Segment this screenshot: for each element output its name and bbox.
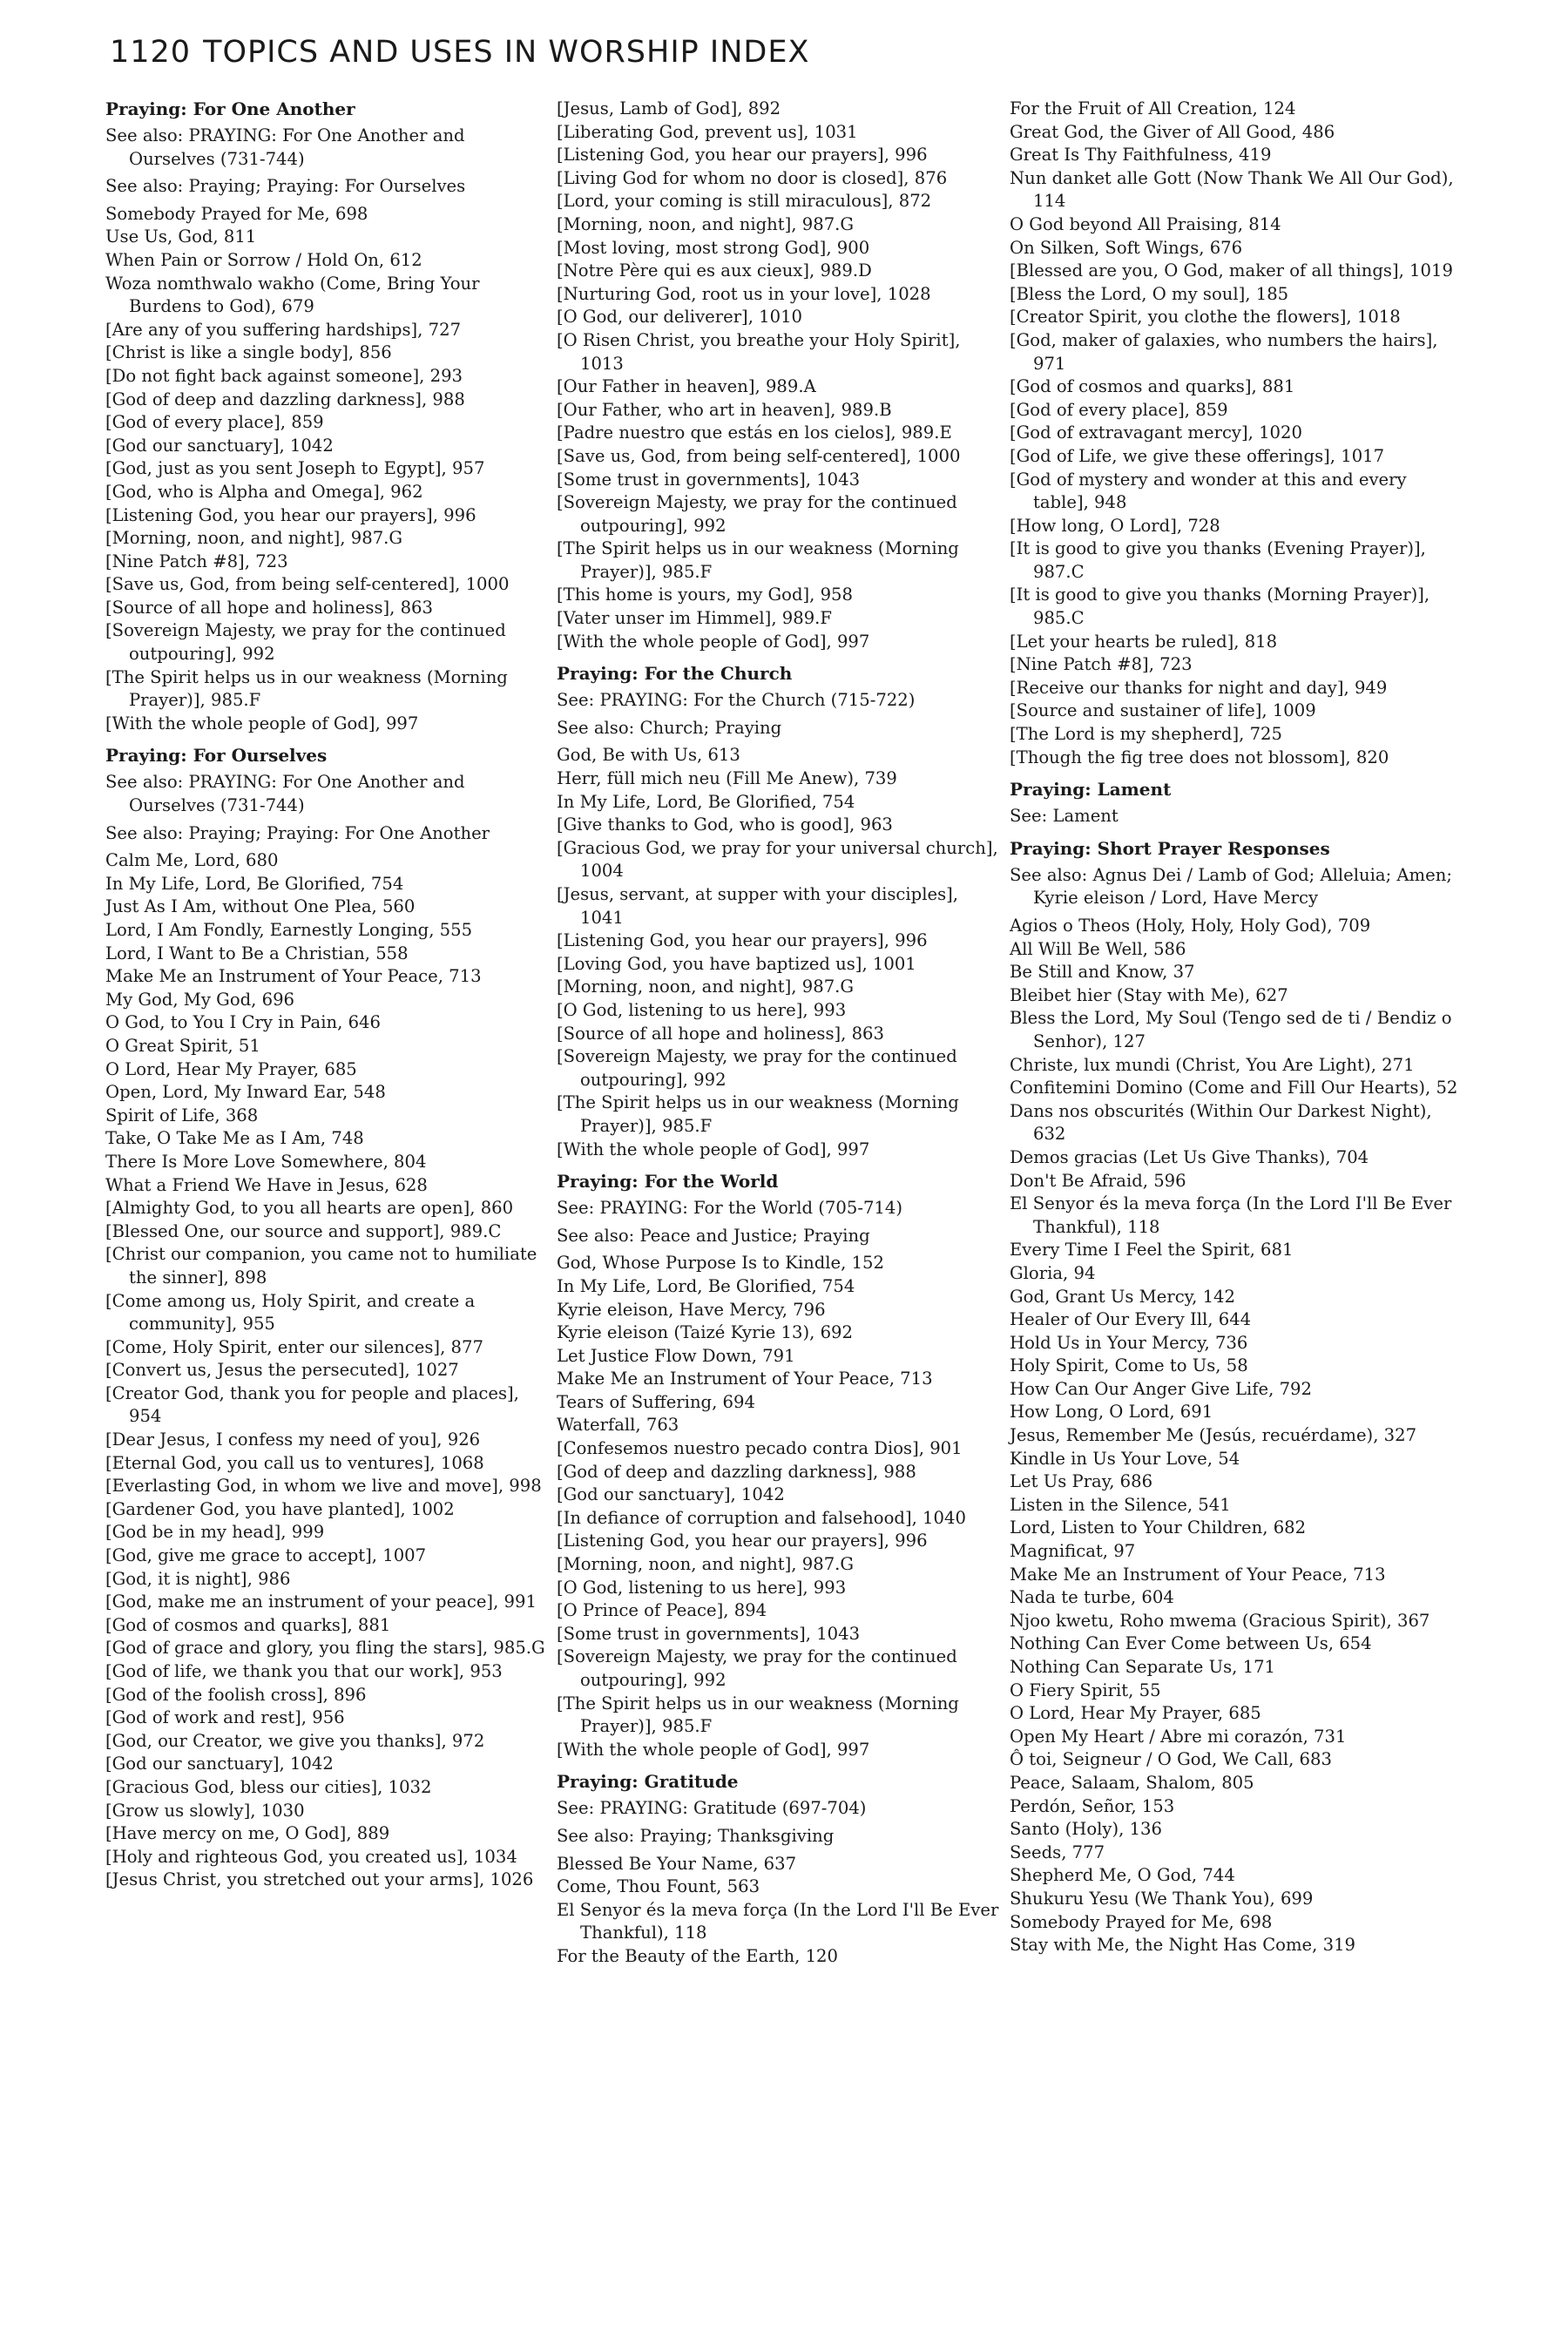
index-entry: [Listening God, you hear our prayers], 996 [105,504,476,525]
index-entry: [Morning, noon, and night], 987.G [557,977,855,997]
index-entry: [Though the fig tree does not blossom], 820 [1010,747,1389,767]
index-entry: [God of every place], 859 [1010,399,1228,420]
index-entry: [Source and sustainer of life], 1009 [1010,700,1316,721]
index-entry: O Great Spirit, 51 [105,1035,260,1056]
index-entry: Take, O Take Me as I Am, 748 [105,1128,364,1149]
index-entry: [Nine Patch #8], 723 [105,551,288,571]
index-entry: Every Time I Feel the Spirit, 681 [1010,1240,1294,1260]
index-entry: Let Us Pray, 686 [1010,1471,1153,1492]
index-entry: Open My Heart / Abre mi corazón, 731 [1010,1726,1347,1747]
index-entry: On Silken, Soft Wings, 676 [1010,237,1243,258]
index-entry: [Jesus, servant, at supper with your disciples], 1041 [557,884,959,928]
index-entry: [God of extravagant mercy], 1020 [1010,422,1302,443]
index-entry: O God, to You I Cry in Pain, 646 [105,1012,381,1033]
index-entry: [Creator God, thank you for people and places], 954 [105,1382,519,1427]
index-entry: [Our Father, who art in heaven], 989.B [557,399,892,420]
index-entry: [Morning, noon, and night], 987.G [557,1554,855,1575]
index-entry: O God beyond All Praising, 814 [1010,213,1281,234]
index-entry: [This home is yours, my God], 958 [557,585,853,605]
index-entry: How Long, O Lord, 691 [1010,1402,1213,1423]
index-section [1010,837,1458,1957]
index-entry: When Pain or Sorrow / Hold On, 612 [105,249,422,270]
index-entry: [Padre nuestro que estás en los cielos], 989.E [557,422,952,443]
see-also-reference: See also: PRAYING: For One Another and Ourselves (731-744) [105,125,465,169]
index-entry: Gloria, 94 [1010,1262,1096,1283]
see-also-reference: See also: Agnus Dei / Lamb of God; Alleluia; Amen; Kyrie eleison / Lord, Have Mercy [1010,864,1452,909]
section-heading: Praying: For One Another [105,98,355,119]
index-entry: [God of cosmos and quarks], 881 [1010,376,1295,397]
index-entry: [In defiance of corruption and falsehood], 1040 [557,1507,966,1528]
index-entry: What a Friend We Have in Jesus, 628 [105,1174,428,1195]
index-column-3 [1010,98,1458,1957]
index-entry: Be Still and Know, 37 [1010,962,1195,983]
index-entry: [Lord, your coming is still miraculous], 872 [557,191,932,212]
index-entry: [Christ is like a single body], 856 [105,342,392,363]
index-entry: [The Spirit helps us in our weakness (Morning Prayer)], 985.F [557,538,959,582]
index-entry: [Gracious God, bless our cities], 1032 [105,1776,432,1797]
index-entry: [Nurturing God, root us in your love], 1028 [557,283,931,304]
index-entry: [Save us, God, from being self-centered], 1000 [105,574,510,595]
index-entry: [How long, O Lord], 728 [1010,515,1220,536]
index-entry: Listen in the Silence, 541 [1010,1494,1231,1515]
index-entry: [Creator Spirit, you clothe the flowers], 1018 [1010,307,1401,328]
index-entry: Demos gracias (Let Us Give Thanks), 704 [1010,1146,1369,1167]
index-entry: [The Spirit helps us in our weakness (Morning Prayer)], 985.F [557,1092,959,1136]
index-entry: For the Fruit of All Creation, 124 [1010,98,1296,118]
index-column-1 [105,98,554,1892]
index-entry: Somebody Prayed for Me, 698 [1010,1911,1273,1932]
index-entry: [Source of all hope and holiness], 863 [557,1023,884,1044]
index-entry: [Blessed One, our source and support], 989.C [105,1220,502,1241]
index-entry: In My Life, Lord, Be Glorified, 754 [105,873,404,894]
index-entry: [The Spirit helps us in our weakness (Morning Prayer)], 985.F [557,1693,959,1737]
index-entry: Hold Us in Your Mercy, 736 [1010,1332,1248,1353]
index-section [105,98,554,735]
index-entry: Bleibet hier (Stay with Me), 627 [1010,984,1288,1005]
index-entry: My God, My God, 696 [105,989,295,1010]
index-entry: [Blessed are you, O God, maker of all things], 1019 [1010,260,1453,281]
index-entry: Tears of Suffering, 694 [557,1391,755,1412]
index-entry: [God our sanctuary], 1042 [105,1754,334,1774]
see-also-reference: See also: Church; Praying [557,717,782,738]
index-entry: [Sovereign Majesty, we pray for the continued outpouring], 992 [557,492,957,536]
index-entry: Confitemini Domino (Come and Fill Our Hearts), 52 [1010,1078,1458,1098]
section-heading: Praying: For the Church [557,663,793,685]
index-entry: [God, make me an instrument of your peace], 991 [105,1592,537,1612]
see-also-reference: See also: PRAYING: For One Another and Ourselves (731-744) [105,772,465,816]
index-entry: [Bless the Lord, O my soul], 185 [1010,283,1289,304]
index-entry: [God, just as you sent Joseph to Egypt], 957 [105,458,485,479]
index-entry: Nun danket alle Gott (Now Thank We All Our God), 114 [1010,167,1454,212]
index-entry: O Fiery Spirit, 55 [1010,1680,1161,1700]
index-entry: [Holy and righteous God, you created us], 1034 [105,1846,517,1867]
index-entry: In My Life, Lord, Be Glorified, 754 [557,791,855,812]
index-entry: [Vater unser im Himmel], 989.F [557,608,832,629]
index-entry: [With the whole people of God], 997 [105,713,419,733]
index-entry: Nada te turbe, 604 [1010,1587,1174,1608]
index-entry: [God of deep and dazzling darkness], 988 [557,1461,916,1482]
index-entry: [The Spirit helps us in our weakness (Morning Prayer)], 985.F [105,666,508,711]
index-entry: Nothing Can Separate Us, 171 [1010,1657,1276,1677]
index-entry: Seeds, 777 [1010,1842,1105,1862]
index-entry: Just As I Am, without One Plea, 560 [105,896,416,917]
see-also-reference: See also: Praying; Praying: For One Another [105,822,490,843]
index-entry: Christe, lux mundi (Christ, You Are Light), 271 [1010,1054,1415,1075]
index-entry: Peace, Salaam, Shalom, 805 [1010,1772,1254,1793]
index-entry: Kindle in Us Your Love, 54 [1010,1448,1240,1469]
index-entry: Open, Lord, My Inward Ear, 548 [105,1082,386,1103]
index-entry: [Give thanks to God, who is good], 963 [557,814,893,835]
index-entry: Ô toi, Seigneur / O God, We Call, 683 [1010,1749,1332,1770]
index-entry: Herr, füll mich neu (Fill Me Anew), 739 [557,768,897,789]
page-header [110,35,809,70]
index-entry: [O God, our deliverer], 1010 [557,307,803,328]
index-entry: [God of work and rest], 956 [105,1707,345,1728]
index-section [557,1170,1005,1761]
index-section [557,662,1005,1161]
index-entry: Spirit of Life, 368 [105,1105,259,1125]
index-entry: Make Me an Instrument of Your Peace, 713 [105,966,482,987]
index-entry: El Senyor és la meva força (In the Lord I'll Be Ever Thankful), 118 [557,1899,999,1943]
index-entry: [Nine Patch #8], 723 [1010,654,1193,675]
index-entry: [Some trust in governments], 1043 [557,1623,861,1644]
index-entry: Waterfall, 763 [557,1415,679,1436]
index-entry: [Liberating God, prevent us], 1031 [557,121,858,142]
index-entry: [Some trust in governments], 1043 [557,469,861,490]
index-section [1010,98,1458,769]
index-entry: [Receive our thanks for night and day], 949 [1010,677,1388,698]
index-entry: Kyrie eleison (Taizé Kyrie 13), 692 [557,1322,853,1343]
index-entry: [Eternal God, you call us to ventures], 1068 [105,1452,484,1473]
index-entry: Somebody Prayed for Me, 698 [105,203,368,224]
index-entry: [Have mercy on me, O God], 889 [105,1823,390,1844]
index-section [557,1770,1005,1968]
index-entry: [O God, listening to us here], 993 [557,1577,847,1598]
index-entry: Come, Thou Fount, 563 [557,1876,760,1897]
index-entry: [Jesus, Lamb of God], 892 [557,98,781,118]
index-entry: God, Grant Us Mercy, 142 [1010,1286,1235,1307]
index-entry: All Will Be Well, 586 [1010,938,1186,959]
index-entry: [Sovereign Majesty, we pray for the continued outpouring], 992 [557,1046,957,1090]
index-entry: [Most loving, most strong God], 900 [557,237,870,258]
index-entry: [With the whole people of God], 997 [557,1139,870,1159]
index-entry: [Jesus Christ, you stretched out your arms], 1026 [105,1869,534,1890]
index-entry: [With the whole people of God], 997 [557,631,870,652]
index-entry: [Save us, God, from being self-centered], 1000 [557,445,961,466]
index-entry: [God of grace and glory, you fling the stars], 985.G [105,1638,545,1659]
index-entry: Make Me an Instrument of Your Peace, 713 [557,1369,933,1389]
index-entry: [Notre Père qui es aux cieux], 989.D [557,260,872,281]
index-entry: [Sovereign Majesty, we pray for the continued outpouring], 992 [557,1646,957,1690]
index-entry: Kyrie eleison, Have Mercy, 796 [557,1299,826,1320]
index-entry: [God of every place], 859 [105,412,324,433]
index-entry: [Come, Holy Spirit, enter our silences], 877 [105,1336,483,1357]
index-entry: [Christ our companion, you came not to humiliate the sinner], 898 [105,1244,537,1288]
index-entry: El Senyor és la meva força (In the Lord I'll Be Ever Thankful), 118 [1010,1193,1452,1237]
index-entry: [Let your hearts be ruled], 818 [1010,631,1278,652]
see-also-reference: See: Lament [1010,806,1119,827]
index-entry: [God, give me grace to accept], 1007 [105,1545,427,1566]
section-heading: Praying: Gratitude [557,1771,739,1793]
index-entry: [Everlasting God, in whom we live and move], 998 [105,1476,542,1497]
index-entry: [Living God for whom no door is closed], 876 [557,167,948,188]
index-entry: [Our Father in heaven], 989.A [557,376,816,397]
index-entry: [Morning, noon, and night], 987.G [557,213,855,234]
index-entry: Don't Be Afraid, 596 [1010,1170,1186,1191]
index-entry: [God of the foolish cross], 896 [105,1684,367,1705]
index-section [1010,778,1458,828]
index-entry: For the Beauty of the Earth, 120 [557,1945,838,1966]
index-entry: [Gracious God, we pray for your universal church], 1004 [557,837,998,882]
index-entry: O Lord, Hear My Prayer, 685 [105,1058,357,1079]
index-entry: Lord, Listen to Your Children, 682 [1010,1517,1307,1538]
index-entry: [Listening God, you hear our prayers], 996 [557,145,928,166]
section-heading: Praying: For Ourselves [105,745,328,767]
index-entry: God, Whose Purpose Is to Kindle, 152 [557,1253,884,1274]
index-entry: Bless the Lord, My Soul (Tengo sed de ti / Bendiz o Senhor), 127 [1010,1008,1452,1051]
index-entry: [Convert us, Jesus the persecuted], 1027 [105,1360,459,1381]
index-entry: Shukuru Yesu (We Thank You), 699 [1010,1888,1314,1909]
index-section [105,744,554,1892]
index-entry: [God, it is night], 986 [105,1568,291,1589]
see-also-reference: See also: Praying; Praying: For Ourselves [105,176,466,197]
index-entry: [It is good to give you thanks (Morning Prayer)], 985.C [1010,585,1430,629]
index-entry: Agios o Theos (Holy, Holy, Holy God), 709 [1010,916,1371,936]
index-entry: Stay with Me, the Night Has Come, 319 [1010,1935,1356,1956]
index-entry: [Loving God, you have baptized us], 1001 [557,953,916,974]
index-entry: Jesus, Remember Me (Jesús, recuérdame), 327 [1010,1425,1417,1446]
index-entry: [Morning, noon, and night], 987.G [105,528,403,549]
see-also-reference: See also: Peace and Justice; Praying [557,1225,870,1246]
index-entry: Use Us, God, 811 [105,226,257,247]
index-entry: Magnificat, 97 [1010,1541,1136,1562]
index-entry: Nothing Can Ever Come between Us, 654 [1010,1633,1372,1654]
index-entry: Woza nomthwalo wakho (Come, Bring Your Burdens to God), 679 [105,273,480,317]
index-entry: [O God, listening to us here], 993 [557,999,847,1020]
index-entry: [God of life, we thank you that our work], 953 [105,1661,503,1681]
index-entry: Shepherd Me, O God, 744 [1010,1865,1235,1886]
index-entry: [God of cosmos and quarks], 881 [105,1614,391,1635]
index-entry: Dans nos obscurités (Within Our Darkest Night), 632 [1010,1100,1432,1145]
index-entry: [God of mystery and wonder at this and every table], 948 [1010,469,1407,513]
see-also-reference: See also: Praying; Thanksgiving [557,1825,835,1846]
index-entry: Great God, the Giver of All Good, 486 [1010,121,1335,142]
index-entry: [Listening God, you hear our prayers], 996 [557,930,928,951]
index-entry: [O Risen Christ, you breathe your Holy Spirit], 1013 [557,329,961,374]
page-number: 1120 [110,35,192,70]
index-entry: [God be in my head], 999 [105,1522,325,1543]
index-entry: [Source of all hope and holiness], 863 [105,597,433,618]
index-entry: [Do not fight back against someone], 293 [105,365,463,386]
index-entry: Blessed Be Your Name, 637 [557,1853,797,1874]
index-entry: Lord, I Want to Be a Christian, 558 [105,943,409,963]
index-entry: Calm Me, Lord, 680 [105,850,279,871]
index-entry: [Almighty God, to you all hearts are open], 860 [105,1198,514,1219]
index-entry: Njoo kwetu, Roho mwema (Gracious Spirit), 367 [1010,1610,1430,1631]
index-entry: [It is good to give you thanks (Evening Prayer)], 987.C [1010,538,1426,582]
index-column-2 [557,98,1005,1969]
index-entry: [With the whole people of God], 997 [557,1739,870,1760]
index-entry: [Gardener God, you have planted], 1002 [105,1498,455,1519]
index-entry: [God our sanctuary], 1042 [105,435,334,456]
see-also-reference: See: PRAYING: For the Church (715-722) [557,690,916,711]
index-entry: [Dear Jesus, I confess my need of you], 926 [105,1429,481,1450]
index-entry: Holy Spirit, Come to Us, 58 [1010,1355,1248,1376]
index-entry: [Confesemos nuestro pecado contra Dios], 901 [557,1438,963,1459]
index-section [557,98,1005,653]
index-entry: [The Lord is my shepherd], 725 [1010,724,1282,745]
index-entry: Lord, I Am Fondly, Earnestly Longing, 555 [105,920,473,940]
index-entry: Make Me an Instrument of Your Peace, 713 [1010,1564,1386,1585]
index-entry: Great Is Thy Faithfulness, 419 [1010,145,1272,166]
index-entry: O Lord, Hear My Prayer, 685 [1010,1703,1261,1724]
index-entry: [Are any of you suffering hardships], 727 [105,319,462,340]
index-entry: [God our sanctuary], 1042 [557,1484,785,1505]
index-entry: [God, our Creator, we give you thanks], 972 [105,1730,485,1751]
index-entry: How Can Our Anger Give Life, 792 [1010,1378,1312,1399]
index-entry: [O Prince of Peace], 894 [557,1600,767,1621]
section-heading: Praying: Lament [1010,779,1172,801]
index-entry: [Sovereign Majesty, we pray for the continued outpouring], 992 [105,620,506,665]
section-heading: Praying: For the World [557,1171,779,1193]
index-entry: [God of Life, we give these offerings], 1017 [1010,445,1385,466]
index-entry: [Come among us, Holy Spirit, and create a community], 955 [105,1290,476,1335]
index-entry: Perdón, Señor, 153 [1010,1795,1175,1816]
index-entry: Let Justice Flow Down, 791 [557,1345,795,1366]
page-title: TOPICS AND USES IN WORSHIP INDEX [203,35,810,70]
index-entry: Healer of Our Every Ill, 644 [1010,1309,1252,1330]
see-also-reference: See: PRAYING: Gratitude (697-704) [557,1798,867,1819]
index-entry: There Is More Love Somewhere, 804 [105,1151,427,1172]
index-entry: [Listening God, you hear our prayers], 996 [557,1531,928,1551]
section-heading: Praying: Short Prayer Responses [1010,837,1330,859]
see-also-reference: See: PRAYING: For the World (705-714) [557,1198,902,1219]
index-entry: In My Life, Lord, Be Glorified, 754 [557,1275,855,1296]
index-entry: [God, maker of galaxies, who numbers the hairs], 971 [1010,329,1438,374]
index-entry: [God, who is Alpha and Omega], 962 [105,481,423,502]
index-entry: [God of deep and dazzling darkness], 988 [105,389,465,409]
index-entry: Santo (Holy), 136 [1010,1819,1162,1840]
index-entry: [Grow us slowly], 1030 [105,1800,305,1821]
index-entry: God, Be with Us, 613 [557,745,740,766]
